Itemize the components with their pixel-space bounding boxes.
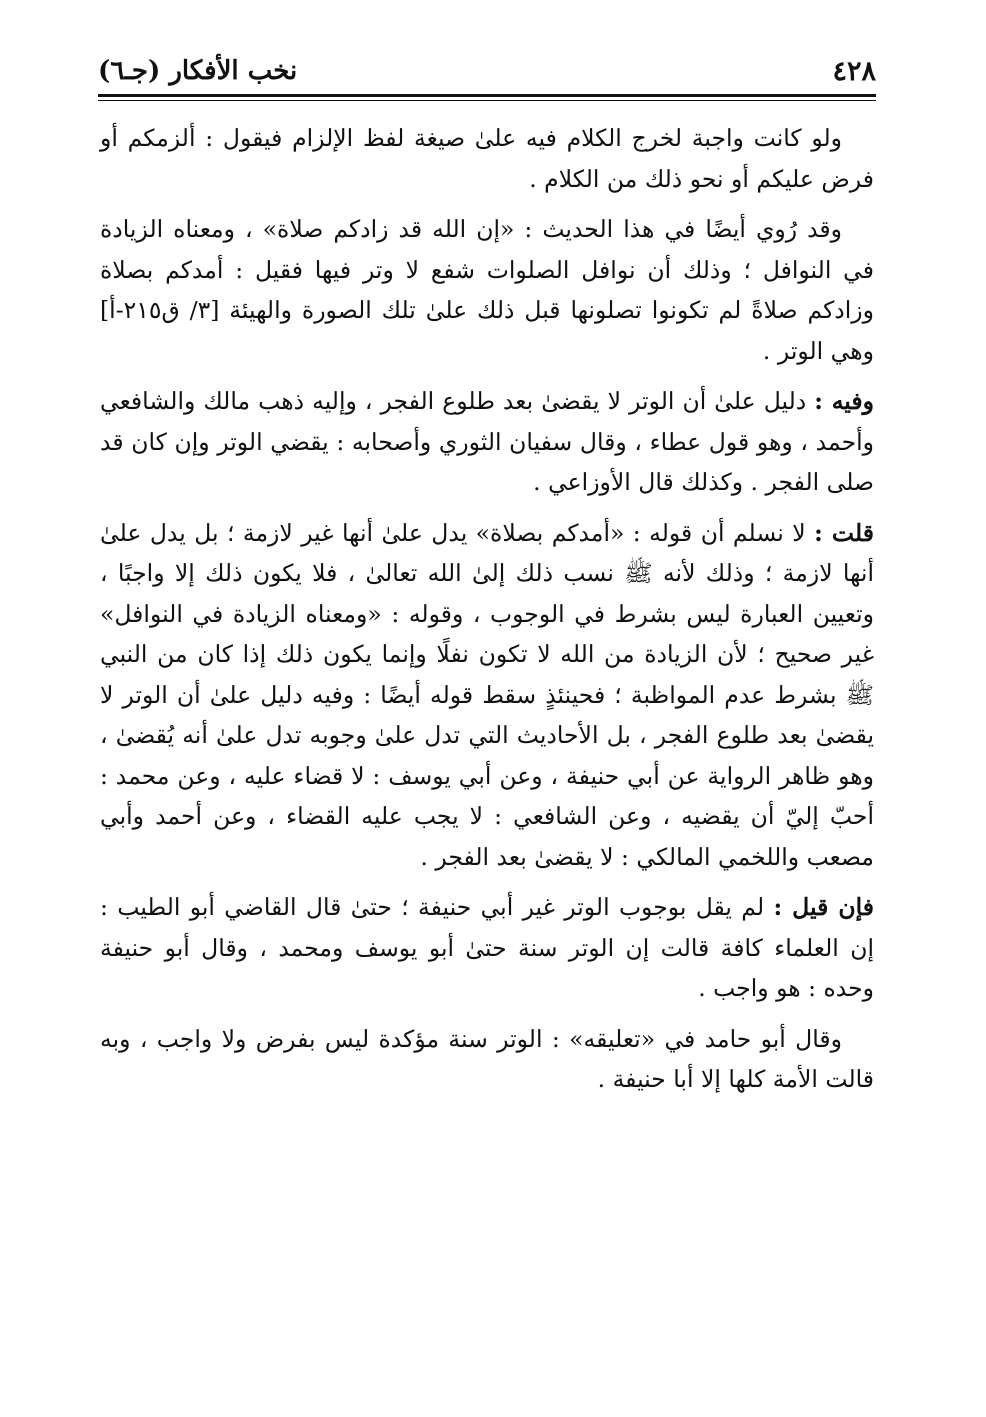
paragraph bbox=[100, 381, 874, 503]
paragraph-lead: قلت : bbox=[814, 518, 874, 547]
running-title: نخب الأفكار (جـ٦) bbox=[98, 56, 298, 86]
paragraph-lead: فإن قيل : bbox=[773, 893, 875, 921]
header-rule-thick bbox=[98, 94, 876, 97]
header-rule-thin bbox=[98, 100, 876, 101]
paragraph-text: ولو كانت واجبة لخرج الكلام فيه علىٰ صيغة لفظ الإلزام فيقول : ألزمكم أو فرض عليكم أو نحو ذلك من الكلام . bbox=[100, 124, 874, 193]
paragraph-text: لم يقل بوجوب الوتر غير أبي حنيفة ؛ حتىٰ قال القاضي أبو الطيب : إن العلماء كافة قالت إن الوتر سنة حتىٰ أبو يوسف ومحمد ، وقال أبو حنيفة وحده : هو واجب . bbox=[100, 893, 874, 1002]
paragraph bbox=[100, 118, 874, 199]
paragraph-text: لا نسلم أن قوله : «أمدكم بصلاة» يدل علىٰ أنها غير لازمة ؛ بل يدل علىٰ أنها لازمة ؛ وذلك لأنه ﷺ نسب ذلك إلىٰ الله تعالىٰ ، فلا يكون ذلك إلا واجبًا ، وتعيين العبارة ليس بشرط في الوجوب ، وقوله : «ومعناه الزيادة في النوافل» غير صحيح ؛ لأن الزيادة من الله لا تكون نفلًا وإنما يكون ذلك إذا كان من النبي ﷺ بشرط عدم المواظبة ؛ فحينئذٍ سقط قوله أيضًا : وفيه دليل علىٰ أن الوتر لا يقضىٰ بعد طلوع الفجر ، بل الأحاديث التي تدل علىٰ وجوبه تدل علىٰ أنه يُقضىٰ ، وهو ظاهر الرواية عن أبي حنيفة ، وعن أبي يوسف : لا قضاء عليه ، وعن محمد : أحبّ إليّ أن يقضيه ، وعن الشافعي : لا يجب عليه القضاء ، وعن أحمد وأبي مصعب واللخمي المالكي : لا يقضىٰ بعد الفجر . bbox=[100, 518, 875, 871]
paragraph-text: وقال أبو حامد في «تعليقه» : الوتر سنة مؤكدة ليس بفرض ولا واجب ، وبه قالت الأمة كلها إلا أبا حنيفة . bbox=[100, 1024, 874, 1093]
paragraph-text: وقد رُوي أيضًا في هذا الحديث : «إن الله قد زادكم صلاة» ، ومعناه الزيادة في النوافل ؛ وذلك أن نوافل الصلوات شفع لا وتر فيها فقيل : أمدكم بصلاة وزادكم صلاةً لم تكونوا تصلونها قبل ذلك علىٰ تلك الصورة والهيئة [٣/ ق٢١٥-أ] وهي الوتر . bbox=[100, 215, 874, 365]
page-header bbox=[98, 52, 876, 92]
paragraph bbox=[100, 887, 874, 1009]
paragraph bbox=[100, 513, 874, 878]
paragraph bbox=[100, 209, 874, 371]
paragraph bbox=[100, 1019, 874, 1100]
paragraph-text: دليل علىٰ أن الوتر لا يقضىٰ بعد طلوع الفجر ، وإليه ذهب مالك والشافعي وأحمد ، وهو قول عطاء ، وقال سفيان الثوري وأصحابه : يقضي الوتر وإن كان قد صلى الفجر . وكذلك قال الأوزاعي . bbox=[100, 387, 874, 496]
body-text bbox=[100, 118, 874, 1110]
paragraph-lead: وفيه : bbox=[814, 387, 874, 415]
page-number: ٤٢٨ bbox=[832, 56, 876, 87]
